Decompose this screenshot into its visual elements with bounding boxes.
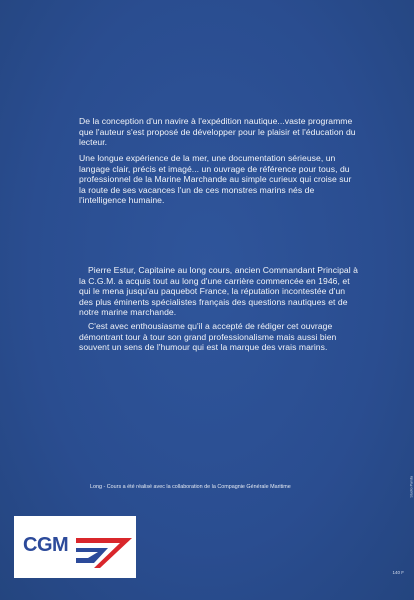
intro-paragraph: De la conception d'un navire à l'expédition nautique...vaste programme que l'auteur s'est proposé de développer pour le plaisir et l'éducation du lecteur.: [79, 116, 356, 148]
cgm-logo-text: CGM: [23, 534, 69, 556]
collaboration-credit: Long - Cours a été réalisé avec la collaboration de la Compagnie Générale Maritime: [90, 484, 291, 490]
price-label: 140 F: [392, 570, 404, 575]
author-bio-paragraph: Pierre Estur, Capitaine au long cours, ancien Commandant Principal à la C.G.M. a acquis tout au long d'une carrière commencée en 1946, et qui le mena jusqu'au paquebot France, la réputation incontestée d'un des plus éminents spécialistes français des questions nautiques et de notre marine marchande.: [79, 265, 358, 318]
cgm-logo: [14, 516, 136, 578]
studio-credit: Studio Panda: [410, 476, 414, 498]
author-note-paragraph: C'est avec enthousiasme qu'il a accepté de rédiger cet ouvrage démontrant tour à tour son grand professionalisme mais aussi bien souvent un sens de l'humour qui est la marque des vrais marins.: [79, 321, 337, 353]
description-paragraph: Une longue expérience de la mer, une documentation sérieuse, un langage clair, précis et imagé... un ouvrage de référence pour tous, du professionnel de la Marine Marchande au simple curieux qui croise sur la route de ses vacances l'un de ces monstres marins nés de l'intelligence humaine.: [79, 153, 352, 206]
